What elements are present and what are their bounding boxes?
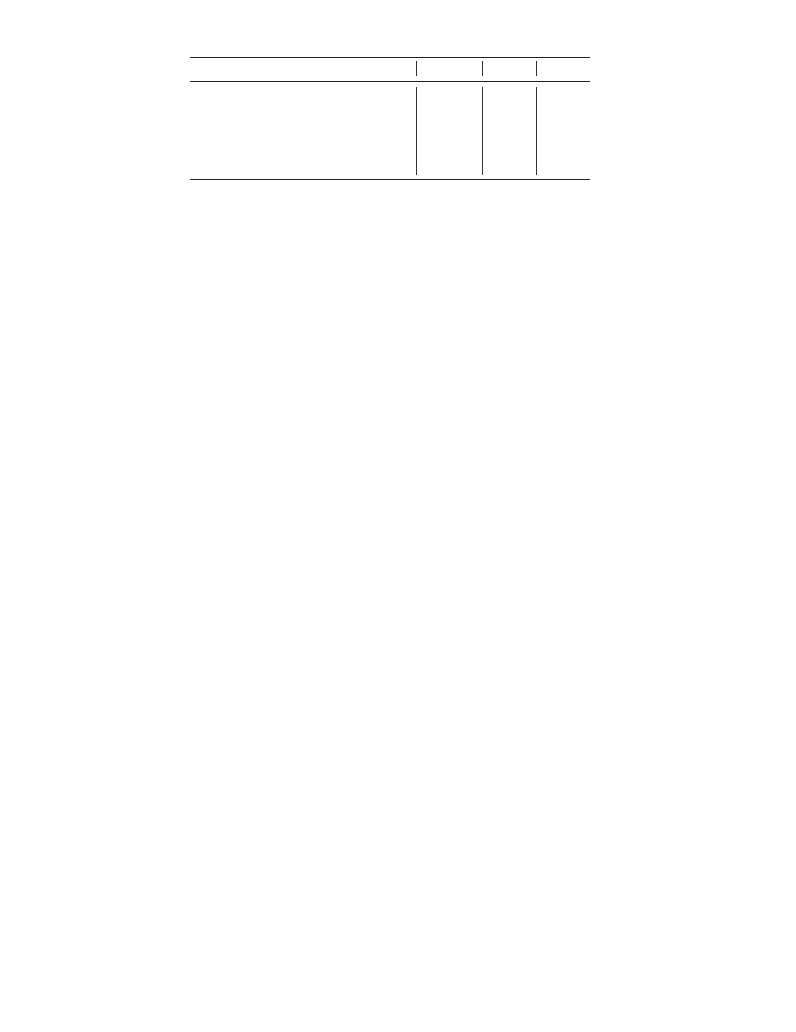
table-header-rule <box>190 81 590 82</box>
table-top-rule <box>190 57 590 58</box>
header-divider <box>482 61 483 76</box>
table-bottom-rule <box>190 179 590 180</box>
column-divider <box>536 87 537 175</box>
column-divider <box>416 87 417 175</box>
nitropyrrole-table <box>190 57 590 182</box>
header-divider <box>536 61 537 76</box>
column-divider <box>482 87 483 175</box>
header-divider <box>416 61 417 76</box>
